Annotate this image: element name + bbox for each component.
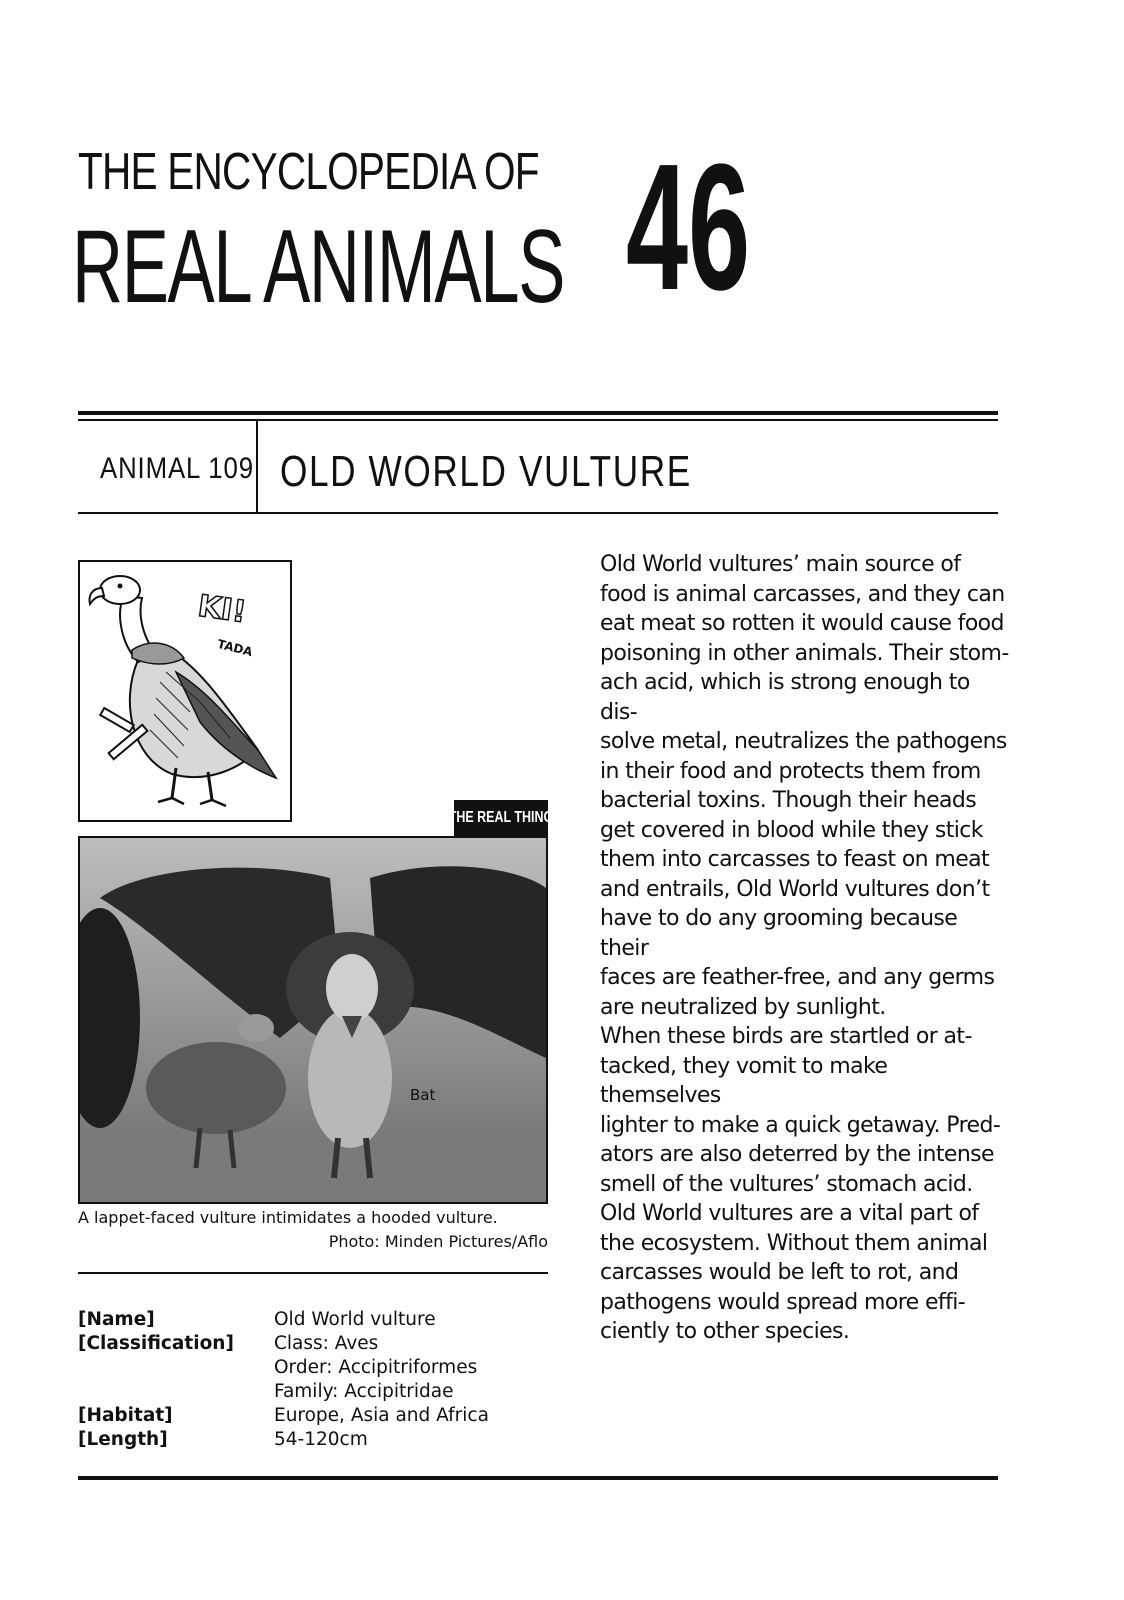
sfx-bat: Bat [410, 1086, 436, 1104]
article-body [600, 550, 1010, 1347]
spec-habitat-label: [Habitat] [78, 1405, 173, 1426]
series-title-line2: REAL ANIMALS [72, 209, 565, 325]
sfx-ki: KI! [195, 588, 249, 631]
spec-habitat-value: Europe, Asia and Africa [274, 1405, 489, 1426]
animal-number-label: ANIMAL 109 [100, 452, 254, 485]
specs-top-rule [78, 1272, 548, 1274]
body-paragraph-2: When these birds are startled or at- tacked, they vomit to make themselves lighter to make a quick getaway. Pred- ators are also deterred by the intense smell of the vultures’ stomach acid. [600, 1024, 1001, 1197]
spec-name-value: Old World vulture [274, 1309, 436, 1330]
real-thing-tag-label: THE REAL THING [448, 809, 554, 826]
spec-order-value: Order: Accipitriformes [274, 1357, 478, 1378]
vulture-photo [78, 836, 548, 1204]
animal-name-title: OLD WORLD VULTURE [280, 447, 692, 496]
title-divider [256, 421, 258, 514]
title-top-rule-thick [78, 411, 998, 415]
body-paragraph-3: Old World vultures are a vital part of the ecosystem. Without them animal carcasses would be left to rot, and pathogens would spread more effi- ciently to other species. [600, 1201, 988, 1344]
vulture-photo-image [80, 838, 546, 1202]
spec-name-label: [Name] [78, 1309, 155, 1330]
body-paragraph-1: Old World vultures’ main source of food is animal carcasses, and they can eat meat so rotten it would cause food poisoning in other animals. Their stom- ach acid, which is strong enough to dis- solve metal, neutralizes the pathogens in their food and protects them from bacterial toxins. Though their heads get covered in blood while they stick them into carcasses to feast on meat and entrails, Old World vultures don’t have to do any grooming because their faces are feather-free, and any germs are neutralized by sunlight. [600, 552, 1009, 1020]
title-top-rule-thin [78, 419, 998, 421]
title-bottom-rule [78, 512, 998, 514]
series-title-line1: THE ENCYCLOPEDIA OF [78, 143, 539, 201]
spec-classification-label: [Classification] [78, 1333, 234, 1354]
spec-length-value: 54-120cm [274, 1429, 368, 1450]
photo-caption [78, 1206, 548, 1254]
page-bottom-rule [78, 1476, 998, 1480]
volume-number: 46 [626, 127, 751, 328]
sfx-tada: TADA [213, 635, 257, 661]
spec-class-value: Class: Aves [274, 1333, 379, 1354]
photo-credit: Photo: Minden Pictures/Aflo [328, 1232, 548, 1251]
vulture-drawing [80, 562, 290, 820]
spec-family-value: Family: Accipitridae [274, 1381, 454, 1402]
vulture-illustration [78, 560, 292, 822]
spec-length-label: [Length] [78, 1429, 168, 1450]
caption-text: A lappet-faced vulture intimidates a hooded vulture. [78, 1208, 498, 1227]
real-thing-tag [448, 800, 554, 836]
